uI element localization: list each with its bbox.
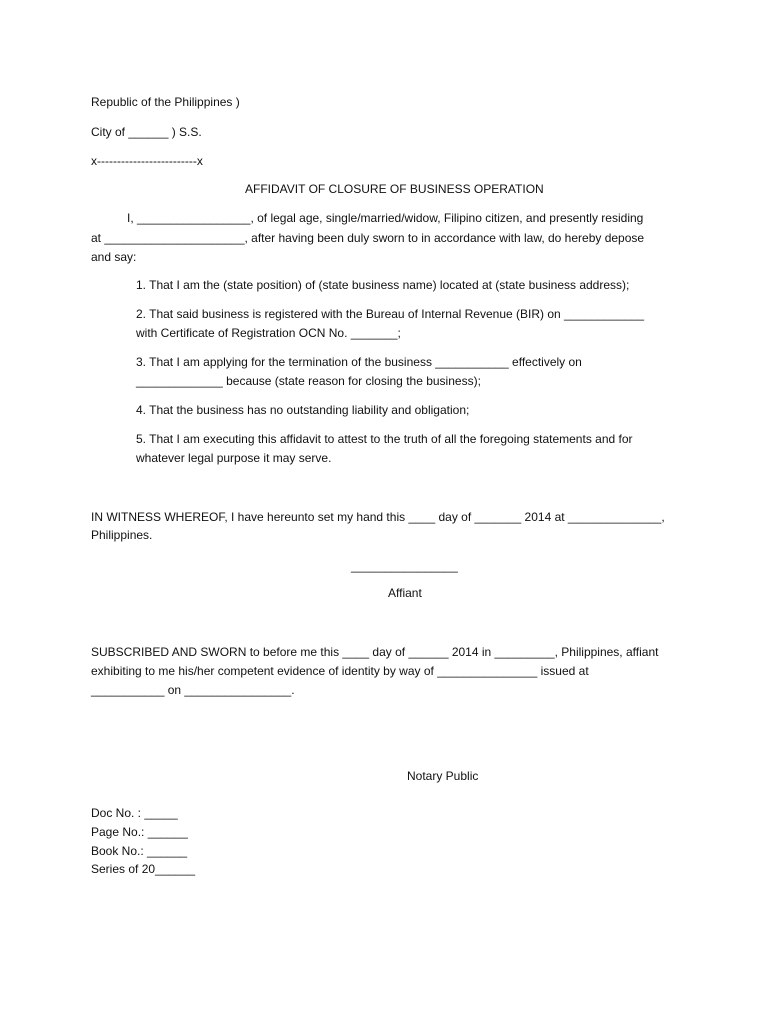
affiant-label: Affiant — [388, 586, 422, 600]
item-5-line-2: whatever legal purpose it may serve. — [136, 451, 332, 465]
witness-line-2: Philippines. — [91, 528, 153, 542]
book-no: Book No.: ______ — [91, 844, 188, 858]
doc-no: Doc No. : _____ — [91, 806, 178, 820]
item-2-line-2: with Certificate of Registration OCN No. _______; — [136, 326, 401, 340]
jurat-line-2: exhibiting to me his/her competent evidence of identity by way of _______________ issued at — [91, 664, 589, 678]
item-3-line-1: 3. That I am applying for the termination of the business ___________ effectively on — [136, 355, 582, 369]
item-4: 4. That the business has no outstanding liability and obligation; — [136, 403, 470, 417]
item-3-line-2: _____________ because (state reason for closing the business); — [136, 374, 481, 388]
jurat-line-1: SUBSCRIBED AND SWORN to before me this ____ day of ______ 2014 in _________, Philippines, affiant — [91, 645, 659, 659]
item-2-line-1: 2. That said business is registered with the Bureau of Internal Revenue (BIR) on ____________ — [136, 307, 645, 321]
intro-line-3: and say: — [91, 250, 137, 264]
city-line: City of ______ ) S.S. — [91, 125, 202, 139]
item-1: 1. That I am the (state position) of (state business name) located at (state business address); — [136, 278, 630, 292]
notary-public-label: Notary Public — [407, 769, 479, 783]
affiant-signature-line: ________________ — [351, 559, 458, 573]
jurat-line-3: ___________ on ________________. — [91, 683, 295, 697]
intro-line-1: I, _________________, of legal age, single/married/widow, Filipino citizen, and presently residing — [127, 211, 644, 225]
intro-line-2: at _____________________, after having been duly sworn to in accordance with law, do hereby depose — [91, 231, 645, 245]
republic-line: Republic of the Philippines ) — [91, 95, 240, 109]
page-no: Page No.: ______ — [91, 825, 188, 839]
witness-line-1: IN WITNESS WHEREOF, I have hereunto set my hand this ____ day of _______ 2014 at ______________, — [91, 510, 665, 524]
separator-line: x-------------------------x — [91, 154, 203, 168]
item-5-line-1: 5. That I am executing this affidavit to attest to the truth of all the foregoing statements and for — [136, 432, 633, 446]
document-title: AFFIDAVIT OF CLOSURE OF BUSINESS OPERATION — [245, 182, 544, 196]
series: Series of 20______ — [91, 862, 196, 876]
